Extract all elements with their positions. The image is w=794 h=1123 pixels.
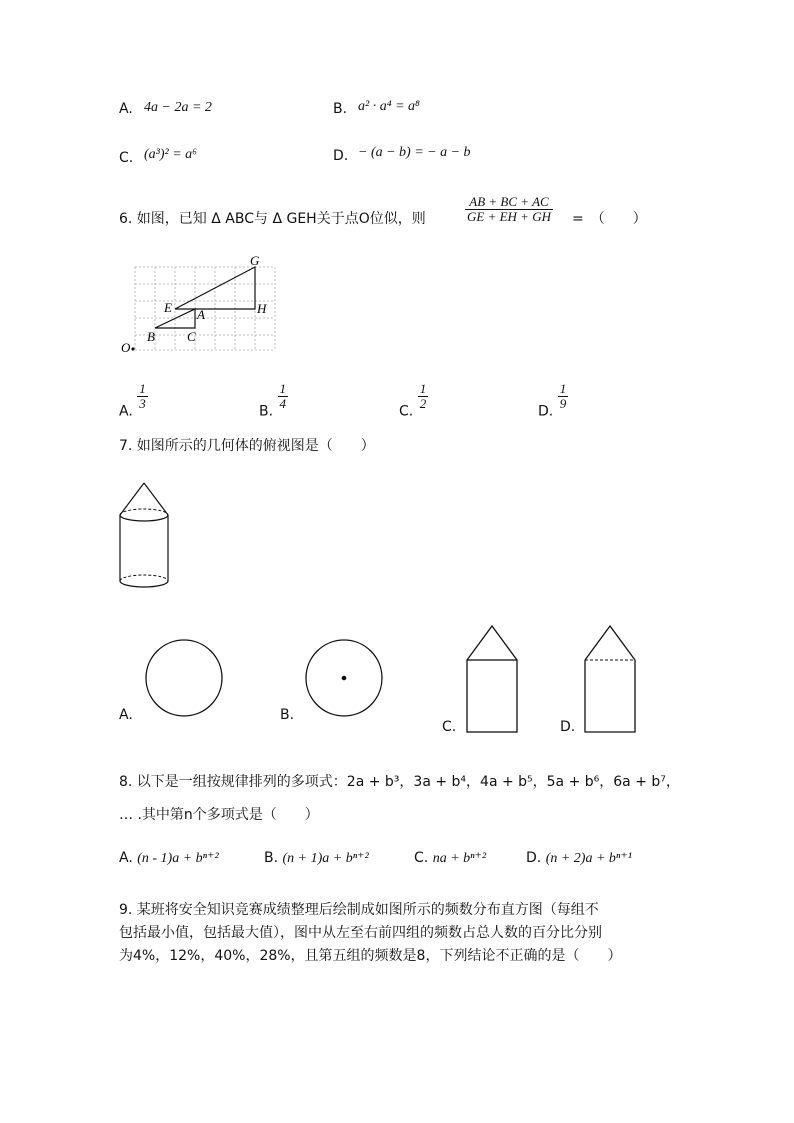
q7-option-b-circle-with-center: [300, 635, 388, 723]
q8-option-d-expr: (n + 2)a + bⁿ⁺¹: [545, 851, 632, 866]
q5-option-a-expr: 4a − 2a = 2: [144, 100, 212, 115]
q6-ratio-fraction: [465, 195, 553, 223]
q9-stem-line2: 包括最小值，包括最大值），图中从左至右前四组的频数占总人数的百分比分别: [119, 925, 602, 941]
q8-option-c-label: C.: [414, 850, 429, 866]
q8-option-b-expr: (n + 1)a + bⁿ⁺²: [282, 851, 369, 866]
q6-option-c: [399, 382, 428, 420]
q8-stem: 8. 以下是一组按规律排列的多项式：2a + b³，3a + b⁴，4a + b⁵，5a + b⁶，6a + b⁷，: [119, 774, 680, 790]
q5-option-c-label: C.: [119, 150, 134, 166]
q8-option-b: [264, 850, 369, 867]
label-e: E: [164, 300, 172, 315]
q6-option-b-den: 4: [279, 395, 287, 411]
q6-option-b-num: 1: [279, 381, 287, 396]
q6-similar-triangles-figure: [115, 255, 285, 360]
label-c: C: [187, 329, 196, 344]
q5-option-c-expr: (a³)² = a⁶: [144, 147, 198, 162]
label-g: G: [250, 255, 260, 268]
triangle-geh: [175, 267, 255, 309]
q8-option-d: [526, 850, 632, 867]
q7-option-a-circle: [140, 635, 228, 723]
q8-option-c: [414, 850, 486, 867]
q7-stem: 7. 如图所示的几何体的俯视图是（ ）: [119, 438, 375, 454]
q5-option-b-expr: a² · a⁴ = a⁸: [358, 99, 420, 114]
q6-stem: [119, 208, 426, 228]
label-h: H: [257, 301, 267, 316]
q9-stem-line1: 9. 某班将安全知识竞赛成绩整理后绘制成如图所示的频数分布直方图（每组不: [119, 902, 599, 918]
q8-option-a-expr: (n - 1)a + bⁿ⁺²: [137, 851, 219, 866]
q8-option-d-label: D.: [526, 850, 542, 866]
q5-option-a-label: A.: [119, 101, 133, 117]
q6-option-d-num: 1: [559, 381, 567, 396]
q6-option-a: [119, 382, 148, 420]
q7-option-c-front-view-solid: [463, 622, 523, 736]
q6-fraction-denominator: GE + EH + GH: [467, 208, 551, 224]
q6-option-d: [538, 382, 568, 420]
q6-option-c-den: 2: [419, 395, 427, 411]
q6-option-a-den: 3: [139, 395, 146, 411]
q6-option-d-label: D.: [538, 403, 554, 420]
q6-stem-tail: = （ ）: [572, 211, 647, 227]
label-o: O: [121, 340, 131, 355]
q5-option-d-label: D.: [333, 148, 349, 164]
q8-option-c-expr: na + bⁿ⁺²: [432, 851, 487, 866]
q8-option-a-label: A.: [119, 850, 133, 866]
q8-option-b-label: B.: [264, 850, 279, 866]
q6-option-d-den: 9: [559, 395, 567, 411]
q8-stem-line2: … .其中第n个多项式是（ ）: [119, 807, 319, 823]
q6-option-b-label: B.: [259, 403, 274, 420]
q8-option-a: [119, 850, 219, 867]
q6-option-b: [259, 382, 288, 420]
q7-option-d-front-view-dashed: [581, 622, 641, 736]
q7-option-a-label: A.: [119, 707, 133, 723]
q5-option-d-expr: − (a − b) = − a − b: [358, 145, 471, 160]
point-o: [131, 347, 134, 350]
q7-option-d-label: D.: [560, 719, 576, 735]
q6-option-c-label: C.: [399, 403, 414, 420]
q7-option-b-label: B.: [280, 707, 295, 723]
q6-option-a-label: A.: [119, 403, 133, 420]
label-b: B: [147, 329, 155, 344]
label-a: A: [197, 307, 205, 322]
q5-option-b-label: B.: [333, 101, 348, 117]
q6-option-c-num: 1: [419, 381, 427, 396]
q7-option-c-label: C.: [442, 719, 457, 735]
q6-fraction-numerator: AB + BC + AC: [465, 195, 553, 210]
q7-cone-cylinder-solid: [110, 475, 180, 600]
q9-stem-line3: 为4%，12%，40%，28%，且第五组的频数是8，下列结论不正确的是（ ）: [119, 948, 622, 964]
q6-option-a-num: 1: [139, 381, 146, 396]
q6-stem-text: 6. 如图，已知 Δ ABC与 Δ GEH关于点O位似，则: [119, 211, 426, 227]
